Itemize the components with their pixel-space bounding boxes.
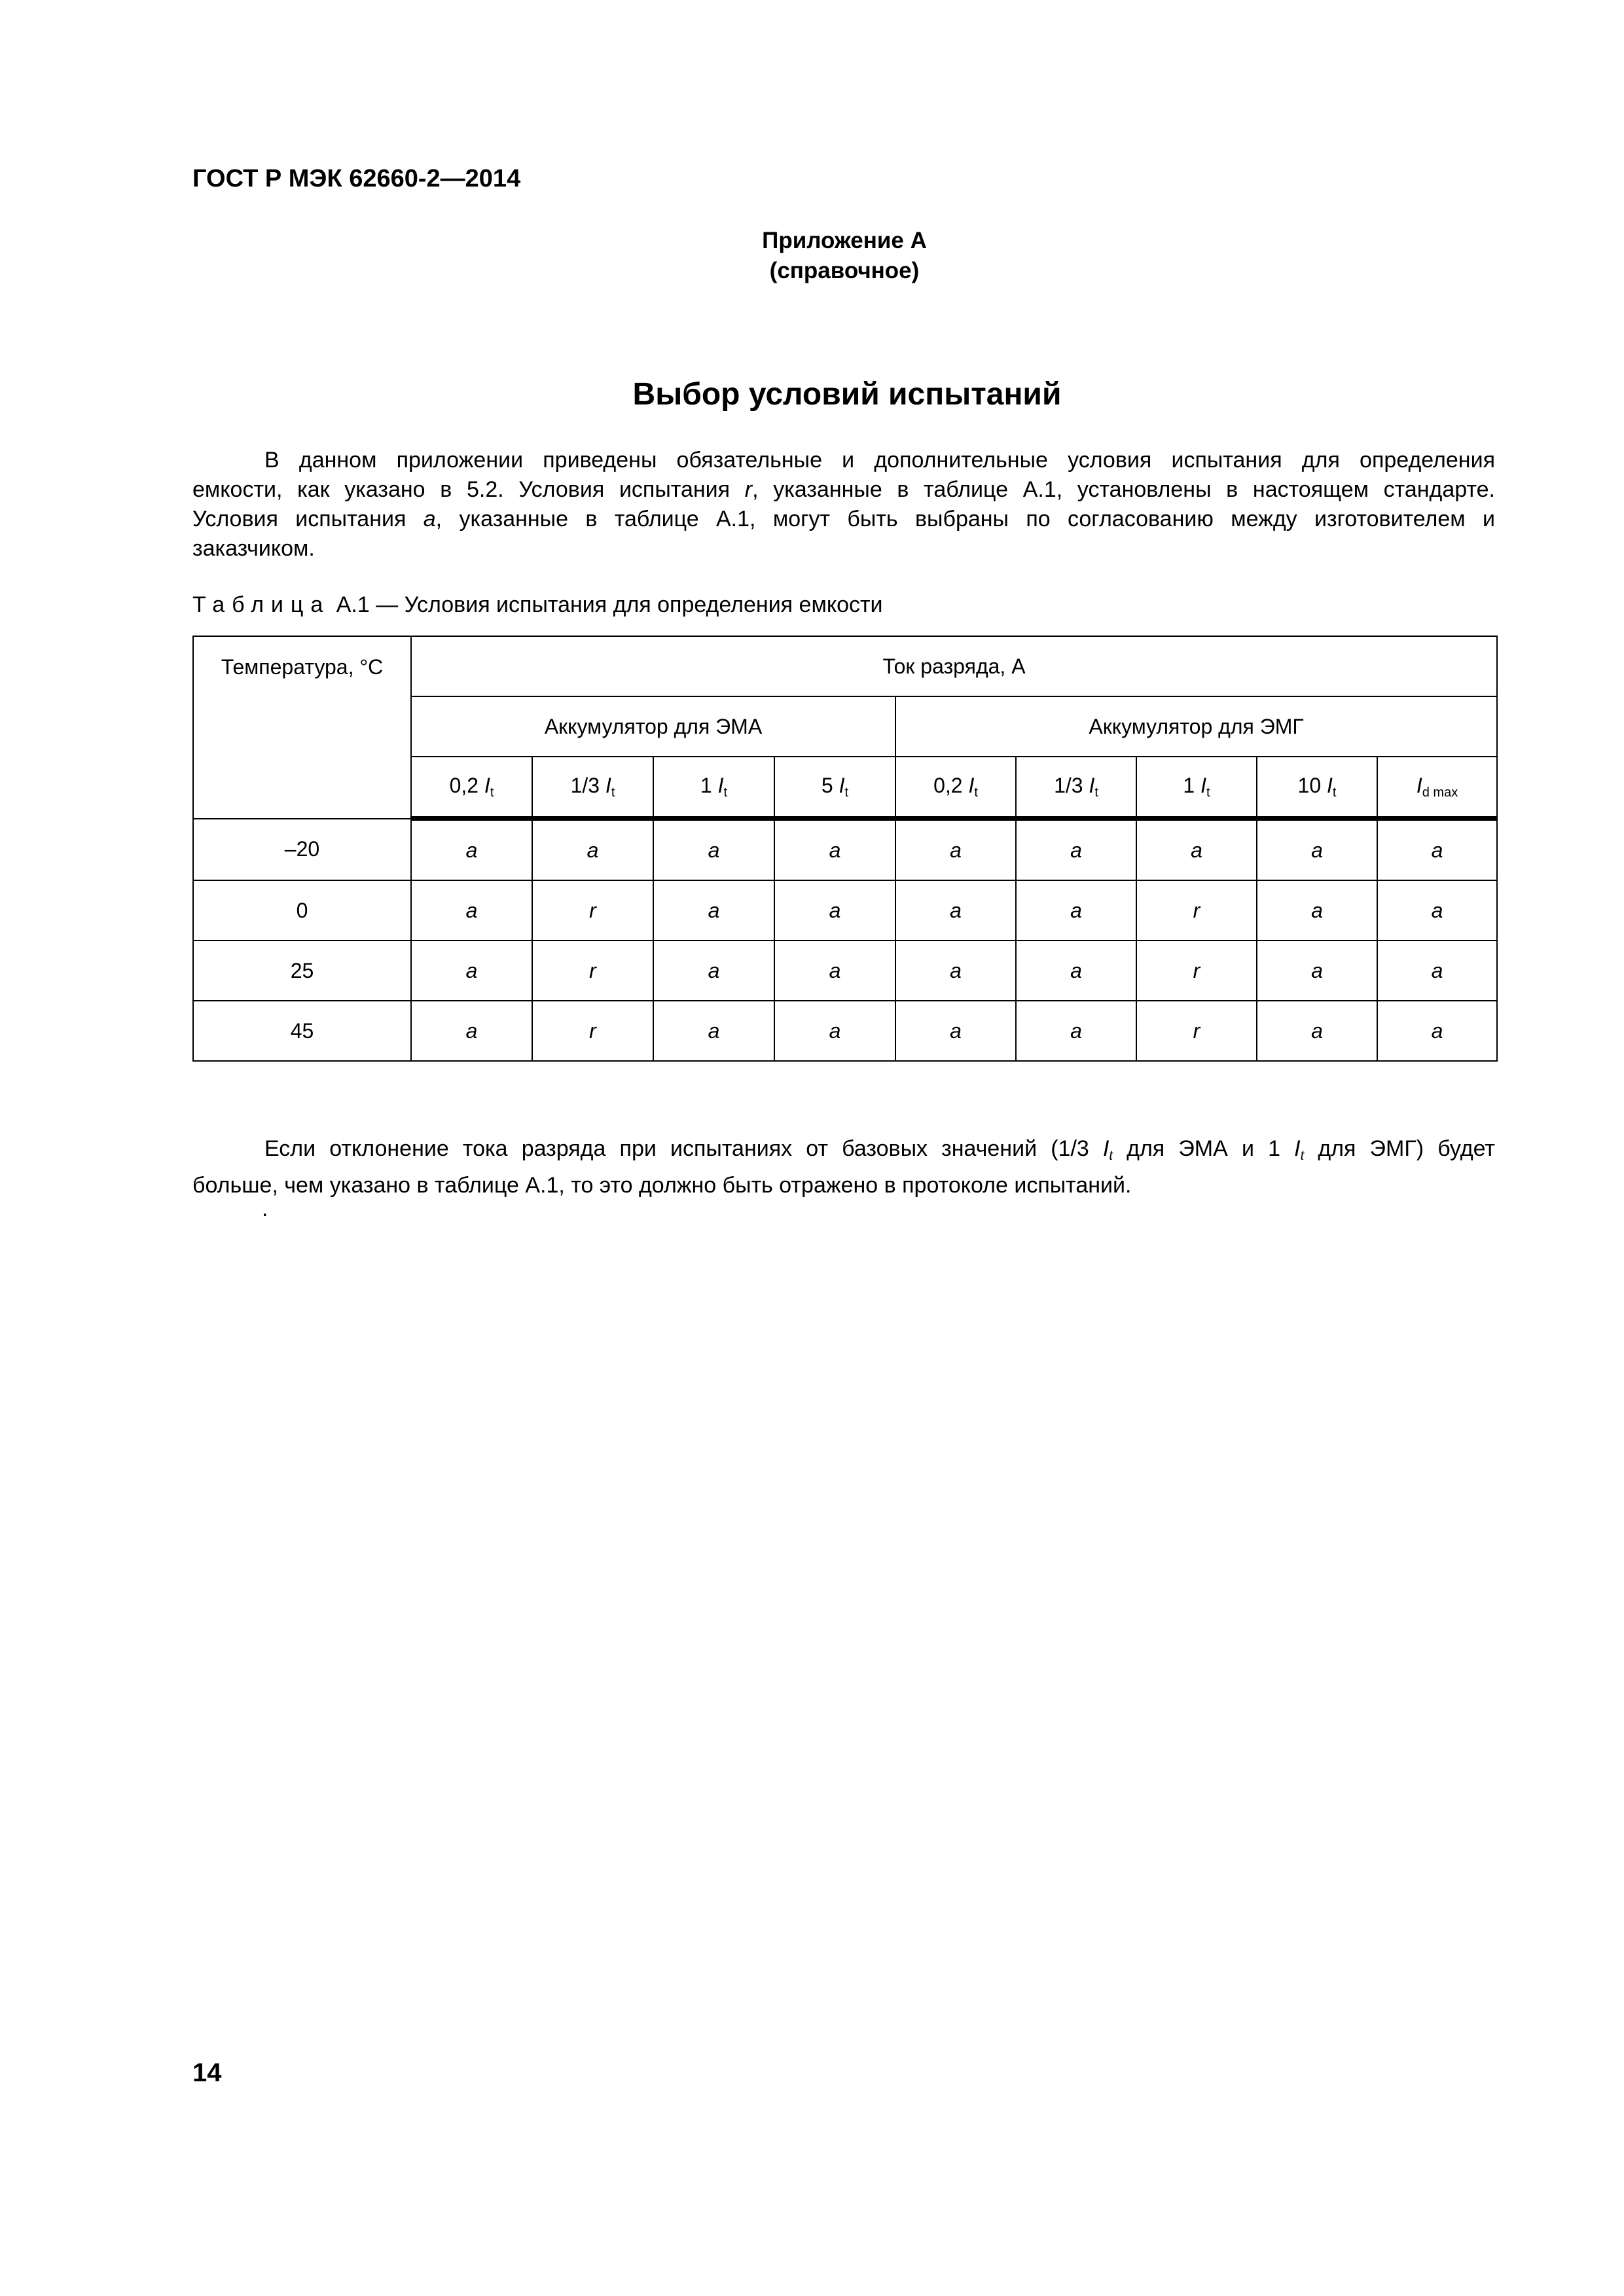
note-paragraph <box>192 1134 1495 1200</box>
page-title: Выбор условий испытаний <box>632 377 1062 412</box>
condition-cell: a <box>1377 819 1497 881</box>
temperature-cell: 45 <box>193 1001 411 1061</box>
current-subheader: 10 $I_t$ <box>1257 757 1377 819</box>
appendix-title: Приложение А <box>762 228 927 253</box>
condition-cell: a <box>1257 819 1377 881</box>
current-subheader: 0,2 $I_t$ <box>411 757 532 819</box>
intro-line-1: В данном приложении приведены обязательные и дополнительные условия испытания для определения <box>264 448 1495 473</box>
condition-cell: a <box>774 819 895 881</box>
condition-cell: r <box>532 880 653 941</box>
current-subheader: 1 $I_t$ <box>653 757 774 819</box>
temperature-cell: –20 <box>193 819 411 881</box>
ema-group-header: Аккумулятор для ЭМА <box>411 696 895 757</box>
note-line-1: Если отклонение тока разряда при испытаниях от базовых значений (1/3 $I_t$ для ЭМА и 1 $I_t$ для ЭМГ) будет <box>264 1136 1495 1163</box>
condition-cell: a <box>774 880 895 941</box>
current-subheader: 1/3 $I_t$ <box>1016 757 1136 819</box>
condition-cell: r <box>1136 1001 1257 1061</box>
condition-cell: a <box>895 1001 1016 1061</box>
table-caption-label: Таблица <box>192 592 331 617</box>
appendix-subtitle: (справочное) <box>769 258 920 283</box>
condition-cell: a <box>653 880 774 941</box>
condition-cell: a <box>532 819 653 881</box>
condition-cell: a <box>411 941 532 1001</box>
condition-cell: a <box>774 941 895 1001</box>
current-subheader: 5 $I_t$ <box>774 757 895 819</box>
condition-cell: a <box>411 880 532 941</box>
condition-cell: a <box>411 1001 532 1061</box>
table-caption <box>192 592 883 618</box>
condition-cell: a <box>774 1001 895 1061</box>
note-line-2: больше, чем указано в таблице А.1, то это должно быть отражено в протоколе испытаний. <box>192 1173 1132 1198</box>
discharge-current-header: Ток разряда, А <box>411 636 1497 696</box>
temperature-cell: 25 <box>193 941 411 1001</box>
intro-line-4: заказчиком. <box>192 536 315 561</box>
condition-cell: a <box>1257 941 1377 1001</box>
intro-line-2: емкости, как указано в 5.2. Условия испытания r, указанные в таблице А.1, установлены в настоящем стандарте. <box>192 477 1496 502</box>
current-subheader: 1 $I_t$ <box>1136 757 1257 819</box>
current-subheader: $I_{d max}$ <box>1377 757 1497 819</box>
table-row <box>193 880 1497 941</box>
condition-cell: r <box>1136 941 1257 1001</box>
condition-cell: a <box>1016 941 1136 1001</box>
document-code: ГОСТ Р МЭК 62660-2—2014 <box>192 165 521 192</box>
current-subheader: 1/3 $I_t$ <box>532 757 653 819</box>
table-body <box>193 819 1497 1062</box>
appendix-heading <box>687 226 1001 286</box>
condition-cell: r <box>532 1001 653 1061</box>
stray-dot: . <box>262 1196 268 1221</box>
condition-cell: a <box>895 941 1016 1001</box>
temperature-cell: 0 <box>193 880 411 941</box>
emg-group-header: Аккумулятор для ЭМГ <box>895 696 1497 757</box>
condition-cell: a <box>1136 819 1257 881</box>
condition-cell: a <box>411 819 532 881</box>
condition-cell: a <box>1016 1001 1136 1061</box>
table-caption-text: А.1 — Условия испытания для определения емкости <box>330 592 883 617</box>
temperature-header: Температура, °С <box>193 636 411 819</box>
page-number: 14 <box>192 2058 222 2087</box>
condition-cell: a <box>1377 1001 1497 1061</box>
table-row <box>193 941 1497 1001</box>
condition-cell: a <box>1377 941 1497 1001</box>
condition-cell: a <box>895 880 1016 941</box>
table-row <box>193 819 1497 881</box>
condition-cell: a <box>1016 819 1136 881</box>
current-subheader: 0,2 $I_t$ <box>895 757 1016 819</box>
condition-cell: a <box>653 941 774 1001</box>
intro-paragraph <box>192 446 1495 564</box>
intro-line-3: Условия испытания a, указанные в таблице А.1, могут быть выбраны по согласованию между изготовителем и <box>192 507 1496 531</box>
condition-cell: r <box>532 941 653 1001</box>
table-row <box>193 1001 1497 1061</box>
condition-cell: a <box>1377 880 1497 941</box>
condition-cell: a <box>653 819 774 881</box>
condition-cell: a <box>653 1001 774 1061</box>
test-conditions-table <box>192 636 1498 1062</box>
condition-cell: a <box>895 819 1016 881</box>
condition-cell: a <box>1016 880 1136 941</box>
condition-cell: a <box>1257 1001 1377 1061</box>
condition-cell: a <box>1257 880 1377 941</box>
condition-cell: r <box>1136 880 1257 941</box>
